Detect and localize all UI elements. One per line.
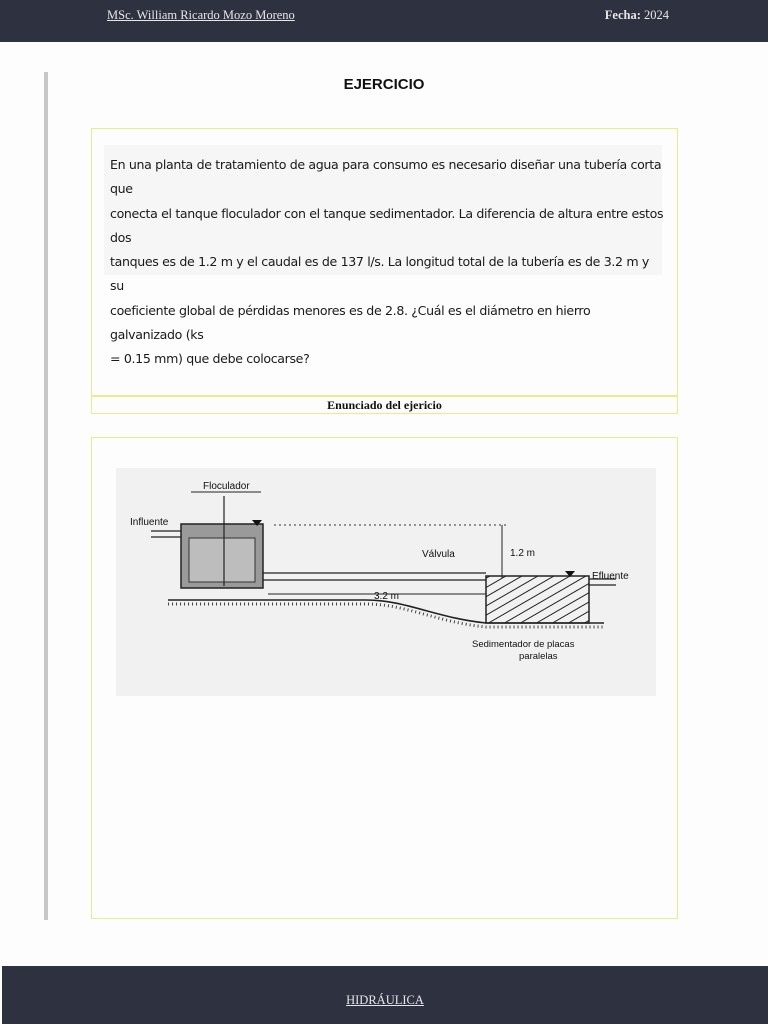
figure-box [91,437,678,919]
left-margin-bar [44,72,48,920]
statement-image [104,145,664,367]
length-label: 3.2 m [374,591,400,602]
tank-diagram [116,468,656,696]
influent-label: Influente [130,517,169,528]
sedimentador-label-2: paralelas [519,651,558,662]
statement-box [91,128,678,396]
statement-line: conecta el tanque floculador con el tanque sedimentador. La diferencia de altura entre estos dos [110,205,664,245]
floculator-label: Floculador [203,481,250,492]
date-label: Fecha: [604,8,641,22]
statement-line: tanques es de 1.2 m y el caudal es de 137 l/s. La longitud total de la tubería es de 3.2 m y su [110,254,650,294]
effluent-label: Efluente [592,571,629,582]
sedimentador-label-1: Sedimentador de placas [472,639,575,650]
author-link[interactable]: MSc. William Ricardo Mozo Moreno [107,8,295,22]
statement-text [110,153,666,372]
page-footer [2,966,768,1024]
sedimentador-tank [486,576,589,623]
date-info [605,8,669,23]
valve-label: Válvula [422,549,455,560]
page-title: EJERCICIO [343,76,425,93]
page-header [0,0,768,42]
tank-diagram-svg [116,468,656,696]
floculator-interior [189,538,255,582]
statement-line: coeficiente global de pérdidas menores es de 2.8. ¿Cuál es el diámetro en hierro galvanizado (ks [110,302,591,343]
statement-line: = 0.15 mm) que debe colocarse? [110,351,310,367]
statement-caption: Enunciado del ejericio [91,396,678,414]
statement-line: En una planta de tratamiento de agua para consumo es necesario diseñar una tubería corta que [110,157,662,197]
date-value: 2024 [644,8,669,22]
height-label: 1.2 m [510,548,536,559]
footer-link[interactable]: HIDRÁULICA [346,993,424,1007]
